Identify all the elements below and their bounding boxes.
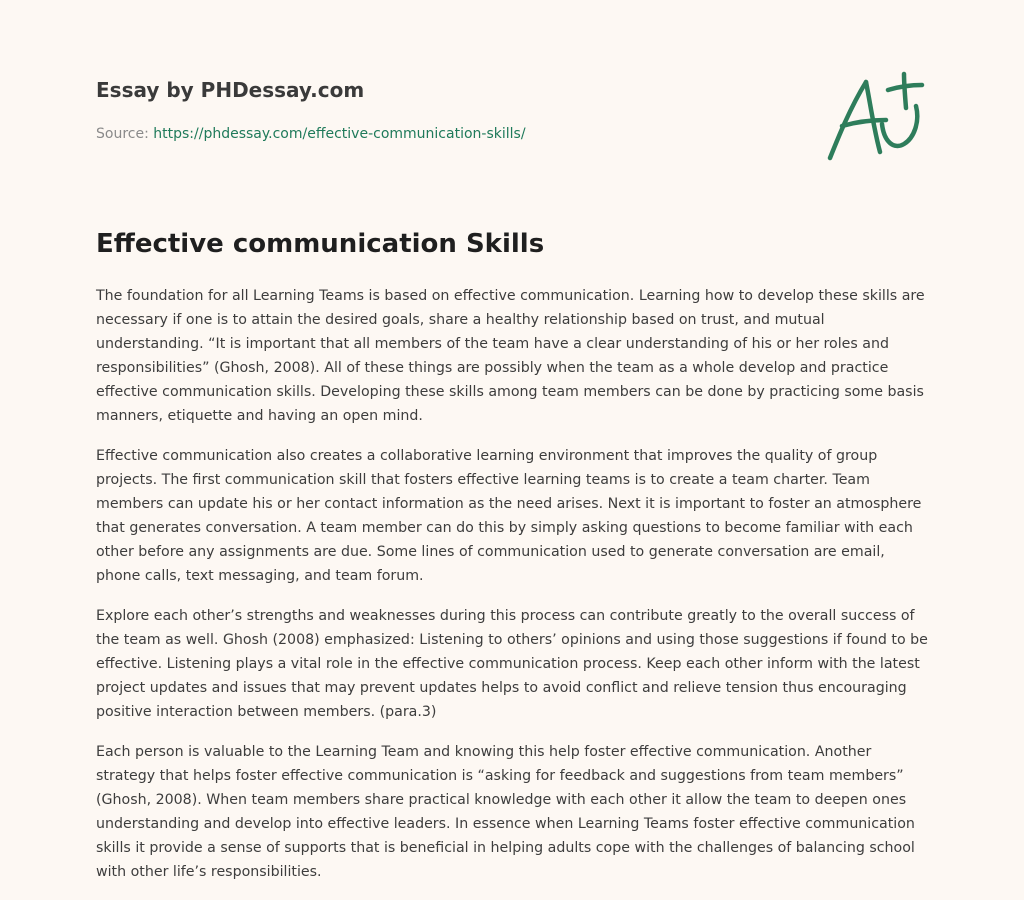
source-line bbox=[96, 125, 796, 143]
essay-body bbox=[96, 284, 932, 900]
essay-paragraph: Explore each other’s strengths and weaknesses during this process can contribute greatly to the overall success of the team as well. Ghosh (2008) emphasized: Listening to others’ opinions and using those suggestions if found to be effective. Listening plays a vital role in the effective communication process. Keep each other inform with the latest project updates and issues that may prevent updates helps to avoid conflict and relieve tension thus encouraging positive interaction between members. (para.3) bbox=[96, 608, 928, 720]
site-title: Essay by PHDessay.com bbox=[96, 78, 365, 102]
essay-paragraph: Effective communication also creates a collaborative learning environment that improves the quality of group projects. The first communication skill that fosters effective learning teams is to create a team charter. Team members can update his or her contact information as the need arises. Next it is important to foster an atmosphere that generates conversation. A team member can do this by simply asking questions to become familiar with each other before any assignments are due. Some lines of communication used to generate conversation are email, phone calls, text messaging, and team forum. bbox=[96, 448, 922, 584]
essay-title: Effective communication Skills bbox=[96, 229, 545, 259]
essay-paragraph: The foundation for all Learning Teams is based on effective communication. Learning how to develop these skills are necessary if one is to attain the desired goals, share a healthy relationship based on trust, and mutual understanding. “It is important that all members of the team have a clear understanding of his or her roles and responsibilities” (Ghosh, 2008). All of these things are possibly when the team as a whole develop and practice effective communication skills. Developing these skills among team members can be done by practicing some basis manners, etiquette and having an open mind. bbox=[96, 288, 925, 424]
header bbox=[96, 78, 796, 143]
a-plus-logo-icon bbox=[822, 68, 932, 168]
essay-paragraph: Each person is valuable to the Learning Team and knowing this help foster effective communication. Another strategy that helps foster effective communication is “asking for feedback and suggestions from team members” (Ghosh, 2008). When team members share practical knowledge with each other it allow the team to deepen ones understanding and develop into effective leaders. In essence when Learning Teams foster effective communication skills it provide a sense of supports that is beneficial in helping adults cope with the challenges of balancing school with other life’s responsibilities. bbox=[96, 744, 915, 880]
source-label: Source: bbox=[96, 126, 154, 142]
source-link[interactable]: https://phdessay.com/effective-communication-skills/ bbox=[153, 126, 526, 142]
